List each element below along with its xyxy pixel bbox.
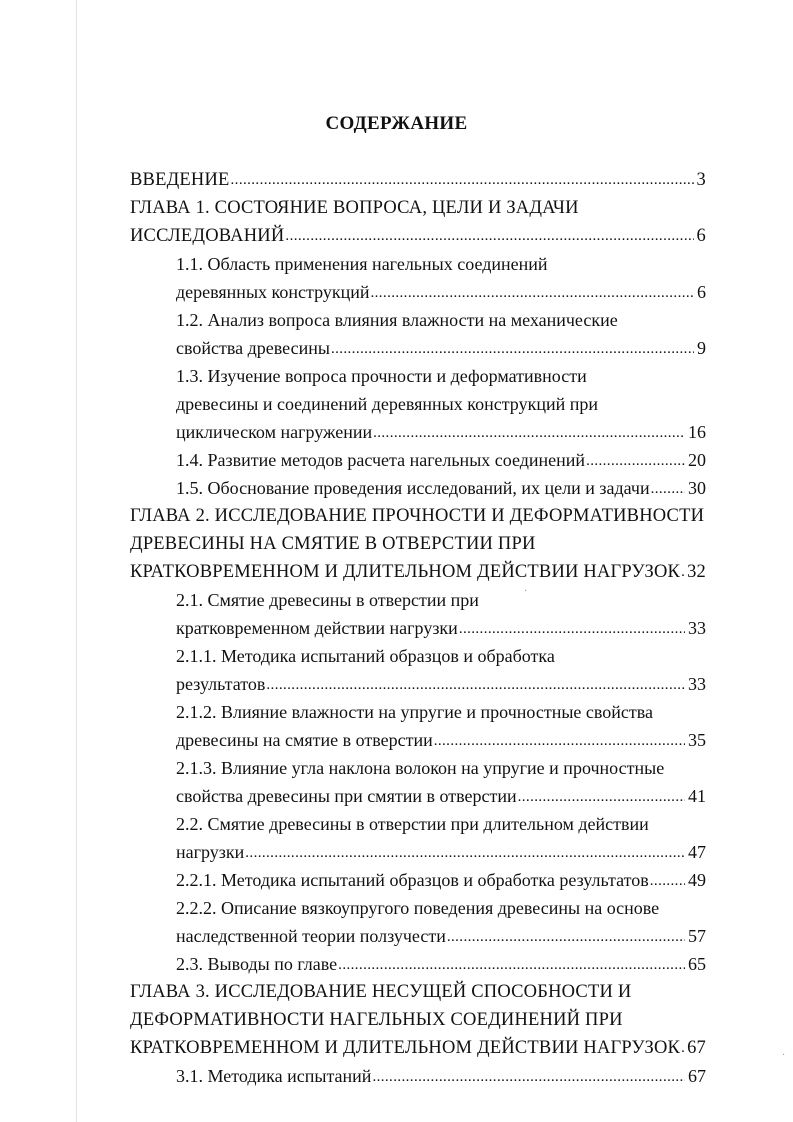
dot-leader <box>681 1035 684 1060</box>
toc-entry-page: 9 <box>697 338 706 358</box>
toc-entry[interactable] <box>176 476 706 500</box>
toc-entry-text: 2.1.1. Методика испытаний образцов и обработка <box>176 646 555 666</box>
dot-leader <box>459 615 685 641</box>
dot-leader <box>331 335 694 361</box>
toc-entry-text: 2.1. Смятие древесины в отверстии при <box>176 590 479 610</box>
toc-entry[interactable] <box>130 980 631 1004</box>
toc-entry[interactable] <box>176 644 555 668</box>
toc-entry-text: 1.2. Анализ вопроса влияния влажности на механические <box>176 310 618 330</box>
scan-speck: · <box>782 1050 786 1061</box>
toc-entry[interactable] <box>176 308 618 332</box>
toc-entry-page: 57 <box>688 926 706 946</box>
toc-entry-text: ВВЕДЕНИЕ <box>130 170 230 190</box>
toc-entry-page: 33 <box>688 674 706 694</box>
toc-entry-text: КРАТКОВРЕМЕННОМ И ДЛИТЕЛЬНОМ ДЕЙСТВИИ НАГРУЗОК <box>130 1038 681 1058</box>
toc-entry-text: ГЛАВА 1. СОСТОЯНИЕ ВОПРОСА, ЦЕЛИ И ЗАДАЧИ <box>130 198 579 218</box>
dot-leader <box>266 671 685 697</box>
toc-entry-text: 2.2.1. Методика испытаний образцов и обработка результатов <box>176 870 649 890</box>
toc-entry-page: 35 <box>688 730 706 750</box>
toc-entry[interactable] <box>176 840 706 864</box>
toc-entry[interactable] <box>176 280 706 304</box>
toc-entry-text: древесины и соединений деревянных конструкций при <box>176 394 598 414</box>
dot-leader <box>285 223 693 248</box>
dot-leader <box>231 167 694 192</box>
toc-entry-page: 6 <box>697 282 706 302</box>
dot-leader <box>373 419 685 445</box>
toc-entry-text: 2.2. Смятие древесины в отверстии при длительном действии <box>176 814 649 834</box>
toc-entry-text: 1.4. Развитие методов расчета нагельных соединений <box>176 450 586 470</box>
toc-entry[interactable] <box>176 1064 706 1088</box>
toc-entry-text: наследственной теории ползучести <box>176 926 446 946</box>
toc-entry-text: свойства древесины при смятии в отверстии <box>176 786 517 806</box>
toc-entry[interactable] <box>176 420 706 444</box>
toc-entry-page: 16 <box>688 422 706 442</box>
toc-entry-text: 1.1. Область применения нагельных соединений <box>176 254 548 274</box>
toc-entry-page: 65 <box>688 954 706 974</box>
toc-entry[interactable] <box>130 168 706 192</box>
toc-entry[interactable] <box>130 560 706 584</box>
toc-entry[interactable] <box>130 196 579 220</box>
toc-entry-text: 1.5. Обоснование проведения исследований, их цели и задачи <box>176 478 650 498</box>
toc-entry[interactable] <box>130 1008 623 1032</box>
toc-entry-text: 1.3. Изучение вопроса прочности и деформативности <box>176 366 587 386</box>
toc-entry-text: деревянных конструкций <box>176 282 370 302</box>
toc-entry[interactable] <box>130 1036 706 1060</box>
toc-entry-text: древесины на смятие в отверстии <box>176 730 433 750</box>
toc-entry-text: ГЛАВА 3. ИССЛЕДОВАНИЕ НЕСУЩЕЙ СПОСОБНОСТИ И <box>130 982 632 1002</box>
toc-entry-text: КРАТКОВРЕМЕННОМ И ДЛИТЕЛЬНОМ ДЕЙСТВИИ НАГРУЗОК <box>130 562 681 582</box>
toc-entry[interactable] <box>176 728 706 752</box>
toc-entry-text: кратковременном действии нагрузки <box>176 618 458 638</box>
toc-entry[interactable] <box>176 672 706 696</box>
toc-entry[interactable] <box>176 252 548 276</box>
toc-entry[interactable] <box>176 448 706 472</box>
toc-entry[interactable] <box>176 588 479 612</box>
scan-speck: · <box>524 586 528 597</box>
toc-entry-page: 20 <box>688 450 706 470</box>
toc-entry-page: 49 <box>688 870 706 890</box>
dot-leader <box>434 727 685 753</box>
dot-leader <box>586 447 685 473</box>
dot-leader <box>338 951 685 977</box>
toc-entry[interactable] <box>176 868 706 892</box>
dot-leader <box>651 475 685 501</box>
toc-entry[interactable] <box>176 756 664 780</box>
toc-entry[interactable] <box>176 392 598 416</box>
dot-leader <box>518 783 685 809</box>
toc-entry[interactable] <box>176 924 706 948</box>
toc-entry[interactable] <box>176 952 706 976</box>
toc-entry-text: свойства древесины <box>176 338 330 358</box>
dot-leader <box>681 559 684 584</box>
toc-entry-text: 2.1.2. Влияние влажности на упругие и прочностные свойства <box>176 702 654 722</box>
toc-entry-text: циклическом нагружении <box>176 422 373 442</box>
dot-leader <box>370 279 694 305</box>
toc-entry[interactable] <box>176 336 706 360</box>
toc-entry-page: 41 <box>688 786 706 806</box>
dot-leader <box>372 1063 685 1089</box>
toc-entry[interactable] <box>176 784 706 808</box>
toc-entry[interactable] <box>130 532 536 556</box>
toc-entry-page: 30 <box>688 478 706 498</box>
toc-entry-page: 67 <box>687 1038 706 1058</box>
toc-entry-page: 47 <box>688 842 706 862</box>
toc-entry[interactable] <box>176 700 653 724</box>
toc-entry-text: ДРЕВЕСИНЫ НА СМЯТИЕ В ОТВЕРСТИИ ПРИ <box>130 534 536 554</box>
toc-entry-text: 2.3. Выводы по главе <box>176 954 338 974</box>
toc-entry-page: 3 <box>696 170 706 190</box>
toc-entry[interactable] <box>130 504 704 528</box>
toc-entry-text: ГЛАВА 2. ИССЛЕДОВАНИЕ ПРОЧНОСТИ И ДЕФОРМАТИВНОСТИ <box>130 506 705 526</box>
toc-entry-page: 32 <box>687 562 706 582</box>
dot-leader <box>245 839 685 865</box>
page-title: СОДЕРЖАНИЕ <box>325 113 468 134</box>
toc-entry-text: результатов <box>176 674 266 694</box>
toc-entry-text: 2.1.3. Влияние угла наклона волокон на упругие и прочностные <box>176 758 665 778</box>
dot-leader <box>447 923 685 949</box>
toc-entry[interactable] <box>176 812 649 836</box>
toc-entry-text: ДЕФОРМАТИВНОСТИ НАГЕЛЬНЫХ СОЕДИНЕНИЙ ПРИ <box>130 1010 623 1030</box>
toc-entry-page: 6 <box>696 226 706 246</box>
toc-entry-text: 2.2.2. Описание вязкоупругого поведения древесины на основе <box>176 898 660 918</box>
dot-leader <box>650 867 685 893</box>
toc-entry[interactable] <box>176 896 659 920</box>
toc-entry[interactable] <box>176 616 706 640</box>
toc-entry-text: 3.1. Методика испытаний <box>176 1066 372 1086</box>
toc-entry-page: 33 <box>688 618 706 638</box>
toc-entry-page: 67 <box>688 1066 706 1086</box>
toc-entry[interactable] <box>130 224 706 248</box>
toc-entry-text: ИССЛЕДОВАНИЙ <box>130 226 285 246</box>
toc-entry-text: нагрузки <box>176 842 245 862</box>
toc-entry[interactable] <box>176 364 587 388</box>
